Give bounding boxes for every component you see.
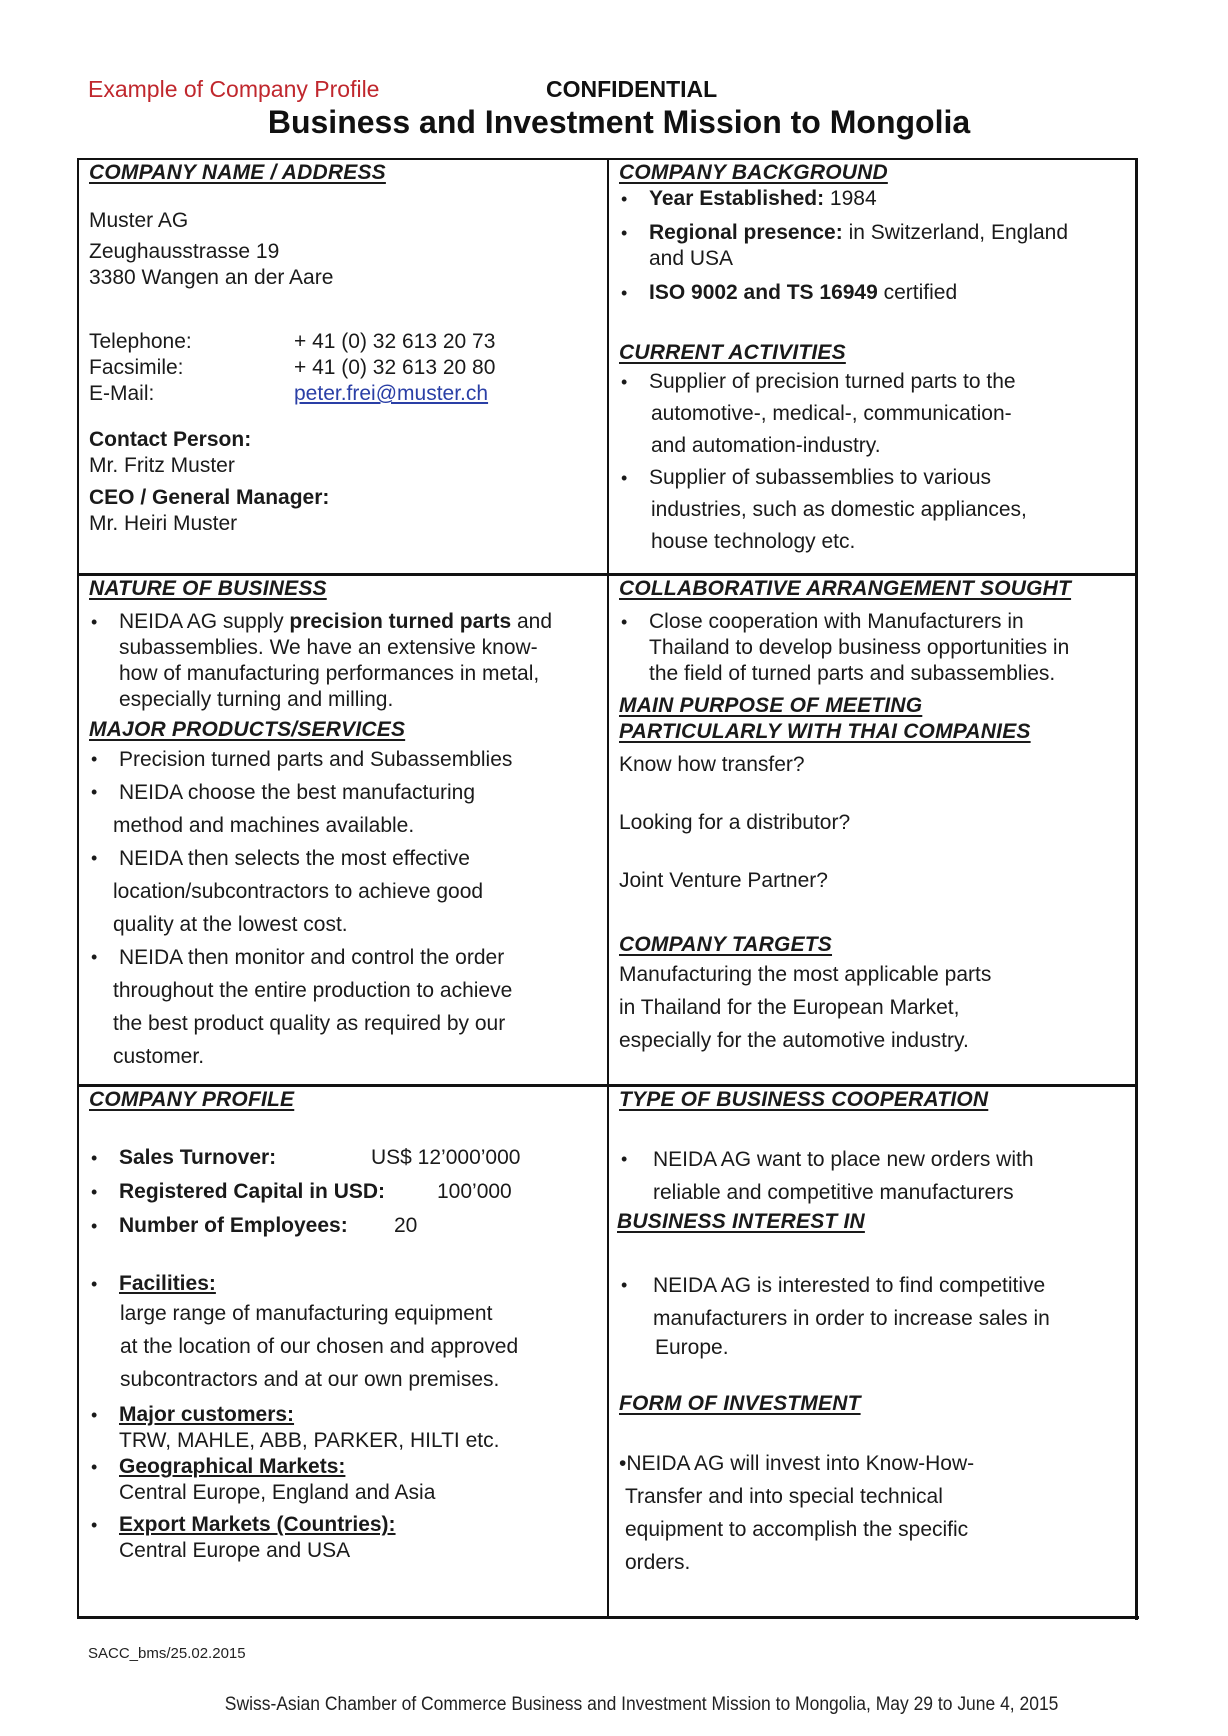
facilities-line: subcontractors and at our own premises. <box>120 1368 500 1391</box>
registered-capital-item <box>89 1175 604 1209</box>
collaborative-heading: COLLABORATIVE ARRANGEMENT SOUGHT <box>619 577 1072 600</box>
fax-label: Facsimile: <box>89 356 184 379</box>
major-product-item-cont: method and machines available. <box>113 814 415 837</box>
nature-text-post: and <box>511 610 553 633</box>
geographical-markets-item <box>89 1454 604 1480</box>
year-established-value: 1984 <box>824 187 877 210</box>
company-background-section <box>619 160 1134 558</box>
company-name: Muster AG <box>89 209 189 232</box>
current-activity-item: • Supplier of precision turned parts to the <box>619 366 1134 398</box>
major-product-item-cont: location/subcontractors to achieve good <box>113 880 484 903</box>
type-of-cooperation-section <box>619 1087 1134 1579</box>
facilities-label: Facilities: <box>119 1272 216 1295</box>
form-of-investment-heading: FORM OF INVESTMENT <box>619 1392 861 1415</box>
ceo-label: CEO / General Manager: <box>89 486 330 509</box>
email-link[interactable]: peter.frei@muster.ch <box>294 382 489 405</box>
certification-item <box>619 280 1134 306</box>
facilities-line: at the location of our chosen and approved <box>120 1335 519 1358</box>
business-interest-item-cont: manufacturers in order to increase sales in <box>653 1307 1050 1330</box>
collaborative-item-cont: the field of turned parts and subassemblies. <box>649 662 1056 685</box>
fax-row <box>89 355 604 381</box>
business-interest-item: • NEIDA AG is interested to find competitive <box>619 1269 1134 1302</box>
table-border-right <box>1135 158 1138 1620</box>
company-targets-text <box>619 958 1134 1057</box>
major-customers-value: TRW, MAHLE, ABB, PARKER, HILTI etc. <box>119 1429 500 1452</box>
major-product-item: • NEIDA then monitor and control the order <box>89 941 604 974</box>
contact-person-label: Contact Person: <box>89 428 252 451</box>
collaborative-item-cont: Thailand to develop business opportunities in <box>649 636 1070 659</box>
major-product-item-cont: the best product quality as required by our <box>113 1012 506 1035</box>
employees-item <box>89 1209 604 1243</box>
purpose-question-3: Joint Venture Partner? <box>619 869 828 892</box>
company-targets-line: Manufacturing the most applicable parts <box>619 963 992 986</box>
document-title: Business and Investment Mission to Mongolia <box>267 104 971 140</box>
current-activity-item-cont: house technology etc. <box>651 530 856 553</box>
company-name-address-heading: COMPANY NAME / ADDRESS <box>89 161 386 184</box>
major-product-item-cont: quality at the lowest cost. <box>113 913 348 936</box>
current-activity-item-cont: industries, such as domestic appliances, <box>651 498 1027 521</box>
cooperation-item-cont: reliable and competitive manufacturers <box>653 1181 1014 1204</box>
fax-value: + 41 (0) 32 613 20 80 <box>294 356 496 379</box>
current-activities-heading: CURRENT ACTIVITIES <box>619 341 846 364</box>
company-name-address-section <box>89 160 604 537</box>
regional-presence-label: Regional presence: <box>649 221 843 244</box>
investment-item-cont: orders. <box>625 1551 691 1574</box>
employees-value: 20 <box>394 1214 418 1237</box>
business-interest-heading: BUSINESS INTEREST IN <box>617 1210 865 1233</box>
nature-of-business-cont: subassemblies. We have an extensive know- <box>119 636 538 659</box>
column-divider <box>607 158 609 1618</box>
ceo-value: Mr. Heiri Muster <box>89 512 238 535</box>
sales-turnover-value: US$ 12’000’000 <box>371 1146 521 1169</box>
street-address: Zeughausstrasse 19 <box>89 240 280 263</box>
nature-text-pre: NEIDA AG supply <box>119 610 290 633</box>
major-product-item: • NEIDA choose the best manufacturing <box>89 776 604 809</box>
major-product-item: • Precision turned parts and Subassemblies <box>89 743 604 776</box>
main-purpose-heading-1: MAIN PURPOSE OF MEETING <box>619 694 923 717</box>
collaborative-section <box>619 576 1134 1057</box>
company-targets-line: especially for the automotive industry. <box>619 1029 969 1052</box>
major-product-item-cont: throughout the entire production to achieve <box>113 979 513 1002</box>
geographical-markets-value: Central Europe, England and Asia <box>119 1481 436 1504</box>
major-customers-label: Major customers: <box>119 1403 295 1426</box>
footer-caption: Swiss-Asian Chamber of Commerce Business and Investment Mission to Mongolia, May 29 to June 4, 2015 <box>224 1694 1059 1715</box>
registered-capital-value: 100’000 <box>437 1180 512 1203</box>
example-label: Example of Company Profile <box>88 76 380 102</box>
registered-capital-label: Registered Capital in USD: <box>119 1180 386 1203</box>
investment-item-cont: Transfer and into special technical <box>625 1485 943 1508</box>
company-background-heading: COMPANY BACKGROUND <box>619 161 888 184</box>
year-established-label: Year Established: <box>649 187 825 210</box>
sales-turnover-item <box>89 1141 604 1175</box>
major-product-item-cont: customer. <box>113 1045 205 1068</box>
major-products-list <box>89 743 604 1073</box>
telephone-row <box>89 329 604 355</box>
nature-of-business-section <box>89 576 604 1073</box>
year-established-item <box>619 186 1134 212</box>
major-customers-item <box>89 1402 604 1428</box>
nature-of-business-heading: NATURE OF BUSINESS <box>89 577 327 600</box>
employees-label: Number of Employees: <box>119 1214 348 1237</box>
certification-value: certified <box>877 281 958 304</box>
type-of-cooperation-heading: TYPE OF BUSINESS COOPERATION <box>619 1088 989 1111</box>
export-markets-item <box>89 1512 604 1538</box>
regional-presence-item <box>619 220 1134 246</box>
investment-item: •NEIDA AG will invest into Know-How- <box>619 1452 975 1475</box>
company-targets-line: in Thailand for the European Market, <box>619 996 960 1019</box>
email-row <box>89 381 604 407</box>
nature-of-business-cont: how of manufacturing performances in metal, <box>119 662 540 685</box>
purpose-question-2: Looking for a distributor? <box>619 811 851 834</box>
major-products-heading: MAJOR PRODUCTS/SERVICES <box>89 718 406 741</box>
current-activity-item: • Supplier of subassemblies to various <box>619 462 1134 494</box>
confidential-label: CONFIDENTIAL <box>546 76 718 102</box>
purpose-question-1: Know how transfer? <box>619 753 805 776</box>
collaborative-item: • Close cooperation with Manufacturers in <box>619 609 1134 635</box>
cooperation-item: • NEIDA AG want to place new orders with <box>619 1143 1134 1176</box>
business-interest-item-cont: Europe. <box>655 1336 729 1359</box>
geographical-markets-label: Geographical Markets: <box>119 1455 346 1478</box>
telephone-label: Telephone: <box>89 330 192 353</box>
sales-turnover-label: Sales Turnover: <box>119 1146 277 1169</box>
nature-of-business-cont: especially turning and milling. <box>119 688 394 711</box>
current-activity-item-cont: and automation-industry. <box>651 434 881 457</box>
regional-presence-cont: and USA <box>649 247 734 270</box>
major-product-item: • NEIDA then selects the most effective <box>89 842 604 875</box>
nature-of-business-item <box>89 609 604 635</box>
main-purpose-heading-2: PARTICULARLY WITH THAI COMPANIES <box>619 720 1031 743</box>
telephone-value: + 41 (0) 32 613 20 73 <box>294 330 496 353</box>
facilities-line: large range of manufacturing equipment <box>120 1302 493 1325</box>
export-markets-value: Central Europe and USA <box>119 1539 351 1562</box>
company-profile-section <box>89 1087 604 1564</box>
nature-text-bold: precision turned parts <box>289 610 512 633</box>
current-activities-list <box>619 366 1134 558</box>
facilities-item <box>89 1271 604 1297</box>
contact-person-value: Mr. Fritz Muster <box>89 454 235 477</box>
city-address: 3380 Wangen an der Aare <box>89 266 334 289</box>
company-targets-heading: COMPANY TARGETS <box>619 933 833 956</box>
document-reference: SACC_bms/25.02.2015 <box>88 1645 246 1662</box>
regional-presence-value: in Switzerland, England <box>842 221 1069 244</box>
current-activity-item-cont: automotive-, medical-, communication- <box>651 402 1012 425</box>
email-label: E-Mail: <box>89 382 155 405</box>
investment-item-cont: equipment to accomplish the specific <box>625 1518 969 1541</box>
company-profile-heading: COMPANY PROFILE <box>89 1088 295 1111</box>
certification-label: ISO 9002 and TS 16949 <box>649 281 878 304</box>
export-markets-label: Export Markets (Countries): <box>119 1513 396 1536</box>
